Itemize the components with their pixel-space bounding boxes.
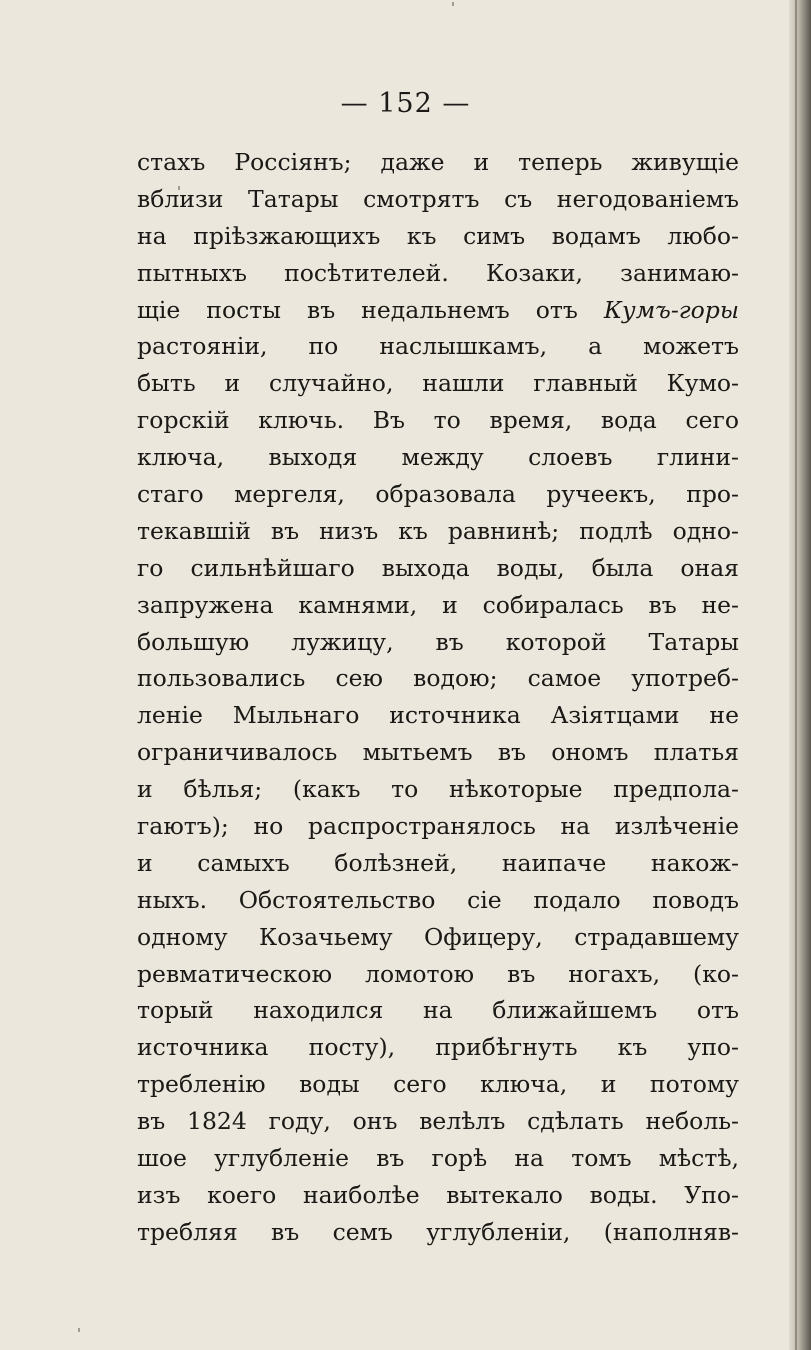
text-line: стаго мергеля, образовала ручеекъ, про-	[137, 480, 739, 509]
italic-place-name: Кумъ-горы	[603, 295, 739, 324]
text-line: требленію воды сего ключа, и потому	[137, 1070, 739, 1099]
text-line: ограничивалось мытьемъ въ ономъ платья	[137, 738, 739, 767]
text-line: щіе посты въ недальнемъ отъ Кумъ-горы	[137, 295, 739, 324]
text-line: и бѣлья; (какъ то нѣкоторые предпола-	[137, 775, 739, 804]
text-line: текавшій въ низъ къ равнинѣ; подлѣ одно-	[137, 516, 739, 545]
text-line: стахъ Россіянъ; даже и теперь живущіе	[137, 148, 739, 176]
text-line: го сильнѣйшаго выхода воды, была оная	[137, 553, 739, 582]
text-line: требляя въ семъ углубленіи, (наполняв-	[137, 1217, 739, 1246]
text-line: на пріѣзжающихъ къ симъ водамъ любо-	[137, 221, 739, 250]
text-line: пользовались сею водою; самое употреб-	[137, 664, 739, 693]
text-line: растояніи, по наслышкамъ, а можетъ	[137, 332, 739, 361]
text-line: ныхъ. Обстоятельство сіе подало поводъ	[137, 885, 739, 914]
text-line: шое углубленіе въ горѣ на томъ мѣстѣ,	[137, 1144, 739, 1173]
body-text	[137, 144, 739, 1251]
text-line: быть и случайно, нашли главный Кумо-	[137, 369, 739, 398]
text-line: большую лужицу, въ которой Татары	[137, 627, 739, 656]
text-line: горскій ключь. Въ то время, вода сего	[137, 406, 739, 435]
paper-speck	[452, 2, 454, 6]
page-edge-line	[795, 0, 797, 1350]
text-line: гаютъ); но распространялось на излѣченіе	[137, 812, 739, 841]
text-line: изъ коего наиболѣе вытекало воды. Упо-	[137, 1180, 739, 1209]
text-line: источника посту), прибѣгнуть къ упо-	[137, 1033, 739, 1062]
text-line: одному Козачьему Офицеру, страдавшему	[137, 922, 739, 951]
paper-speck	[78, 1328, 80, 1332]
text-line: запружена камнями, и собиралась въ не-	[137, 590, 739, 619]
page-number: — 152 —	[340, 88, 471, 119]
text-line: вблизи Татары смотрятъ съ негодованіемъ	[137, 184, 739, 213]
text-line: торый находился на ближайшемъ отъ	[137, 996, 739, 1025]
text-line: пытныхъ посѣтителей. Козаки, занимаю-	[137, 258, 739, 287]
text-line: въ 1824 году, онъ велѣлъ сдѣлать неболь-	[137, 1107, 739, 1136]
text-line: и самыхъ болѣзней, наипаче накож-	[137, 848, 739, 877]
text-line: ревматическою ломотою въ ногахъ, (ко-	[137, 959, 739, 988]
page-edge-shadow	[789, 0, 811, 1350]
text-line: ключа, выходя между слоевъ глини-	[137, 443, 739, 472]
text-line: леніе Мыльнаго источника Азіятцами не	[137, 701, 739, 730]
